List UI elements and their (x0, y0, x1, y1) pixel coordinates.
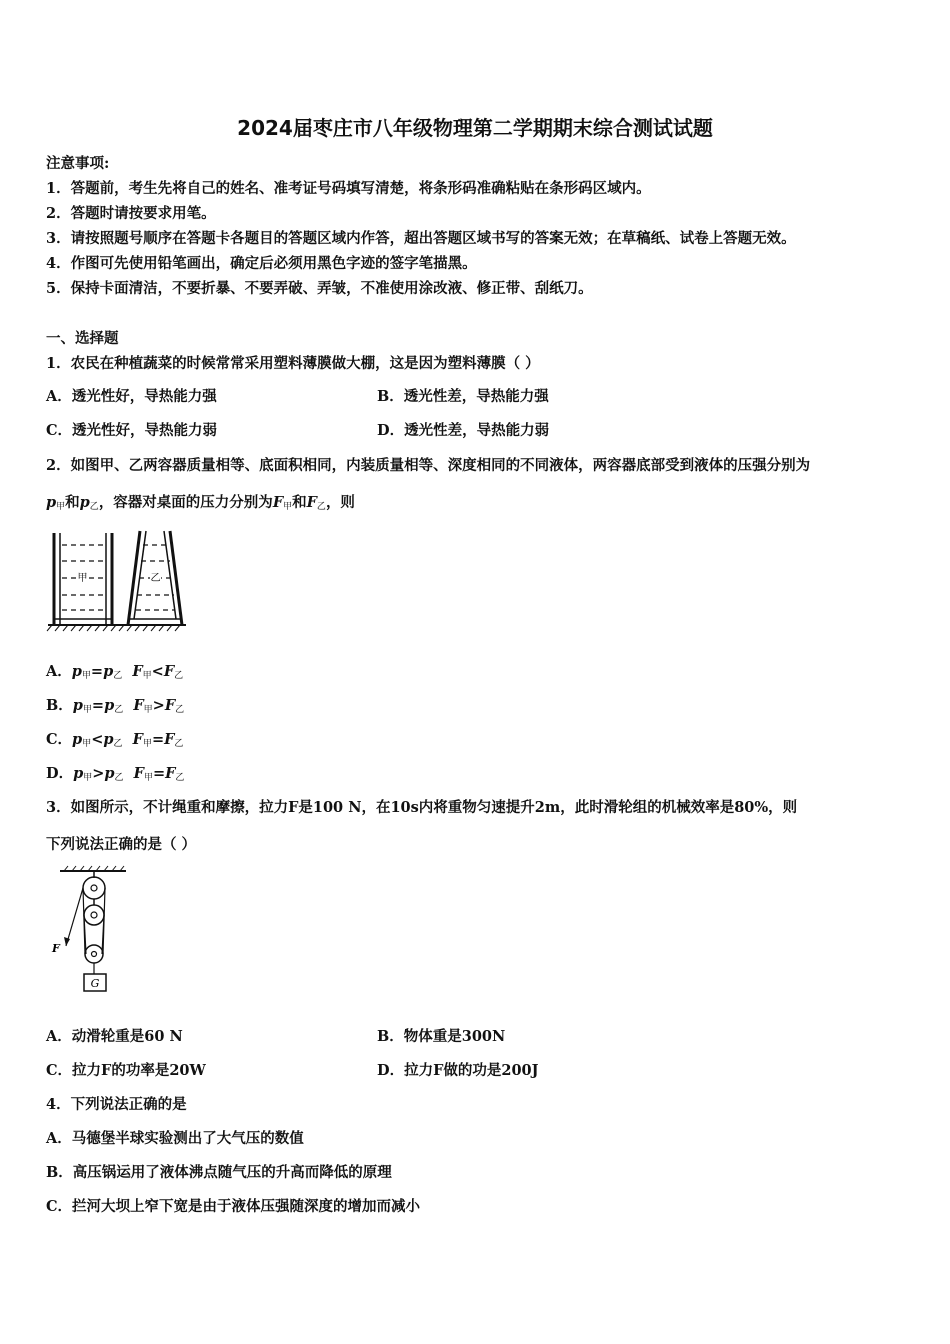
q2-stem-line2: $p_甲$和$p_乙$，容器对桌面的压力分别为$F_甲$和$F_乙$，则 (46, 494, 355, 512)
weight-label: G (90, 977, 100, 990)
q4-stem: 4．下列说法正确的是 (46, 1096, 187, 1113)
q2-option-a: A．$p_甲=p_乙$ $F_甲<F_乙$ (46, 663, 184, 681)
q3-option-a: A．动滑轮重是60 N (46, 1028, 183, 1045)
q4-option-c: C．拦河大坝上窄下宽是由于液体压强随深度的增加而减小 (46, 1198, 421, 1215)
page-title: 2024届枣庄市八年级物理第二学期期末综合测试试题 (237, 116, 713, 140)
q3-option-b: B．物体重是300N (377, 1028, 506, 1045)
notice-item: 3．请按照题号顺序在答题卡各题目的答题区域内作答，超出答题区域书写的答案无效；在草稿纸、试卷上答题无效。 (46, 230, 796, 247)
q1-option-c: C．透光性好，导热能力弱 (46, 422, 218, 439)
pulley-figure (44, 864, 134, 999)
q2-option-d: D．$p_甲>p_乙$ $F_甲=F_乙$ (46, 765, 185, 783)
force-label: F (52, 942, 60, 955)
q4-option-b: B．高压锅运用了液体沸点随气压的升高而降低的原理 (46, 1164, 392, 1181)
notice-item: 5．保持卡面清洁，不要折暴、不要弄破、弄皱，不准使用涂改液、修正带、刮纸刀。 (46, 280, 593, 297)
notice-item: 4．作图可先使用铅笔画出，确定后必须用黑色字迹的签字笔描黑。 (46, 255, 477, 272)
q3-option-c: C．拉力F的功率是20W (46, 1062, 206, 1079)
container-jia-label: 甲 (77, 573, 88, 584)
section-heading: 一、选择题 (46, 330, 119, 347)
container-jia (54, 533, 112, 625)
q2-option-b: B．$p_甲=p_乙$ $F_甲>F_乙$ (46, 697, 185, 715)
q3-option-d: D．拉力F做的功是200J (377, 1062, 539, 1079)
container-yi-label: 乙 (150, 573, 161, 584)
q1-option-d: D．透光性差，导热能力弱 (377, 422, 550, 439)
q4-option-a: A．马德堡半球实验测出了大气压的数值 (46, 1130, 304, 1147)
q1-option-b: B．透光性差，导热能力强 (377, 388, 549, 405)
container-yi (128, 531, 182, 625)
notice-item: 2．答题时请按要求用笔。 (46, 205, 216, 222)
q3-stem: 3．如图所示，不计绳重和摩擦，拉力F是100 N，在10s内将重物匀速提升2m，此时滑轮组的机械效率是80%，则 (46, 799, 798, 816)
notice-item: 1．答题前，考生先将自己的姓名、准考证号码填写清楚，将条形码准确粘贴在条形码区域内。 (46, 180, 651, 197)
notice-heading: 注意事项: (46, 155, 110, 172)
q3-stem-line2: 下列说法正确的是（ ） (46, 836, 197, 853)
containers-figure (44, 525, 192, 635)
q2-option-c: C．$p_甲<p_乙$ $F_甲=F_乙$ (46, 731, 184, 749)
q1-option-a: A．透光性好，导热能力强 (46, 388, 217, 405)
q1-stem: 1．农民在种植蔬菜的时候常常采用塑料薄膜做大棚，这是因为塑料薄膜（ ） (46, 355, 540, 372)
q2-stem: 2．如图甲、乙两容器质量相等、底面积相同，内装质量相等、深度相同的不同液体，两容器底部受到液体的压强分别为 (46, 457, 811, 474)
